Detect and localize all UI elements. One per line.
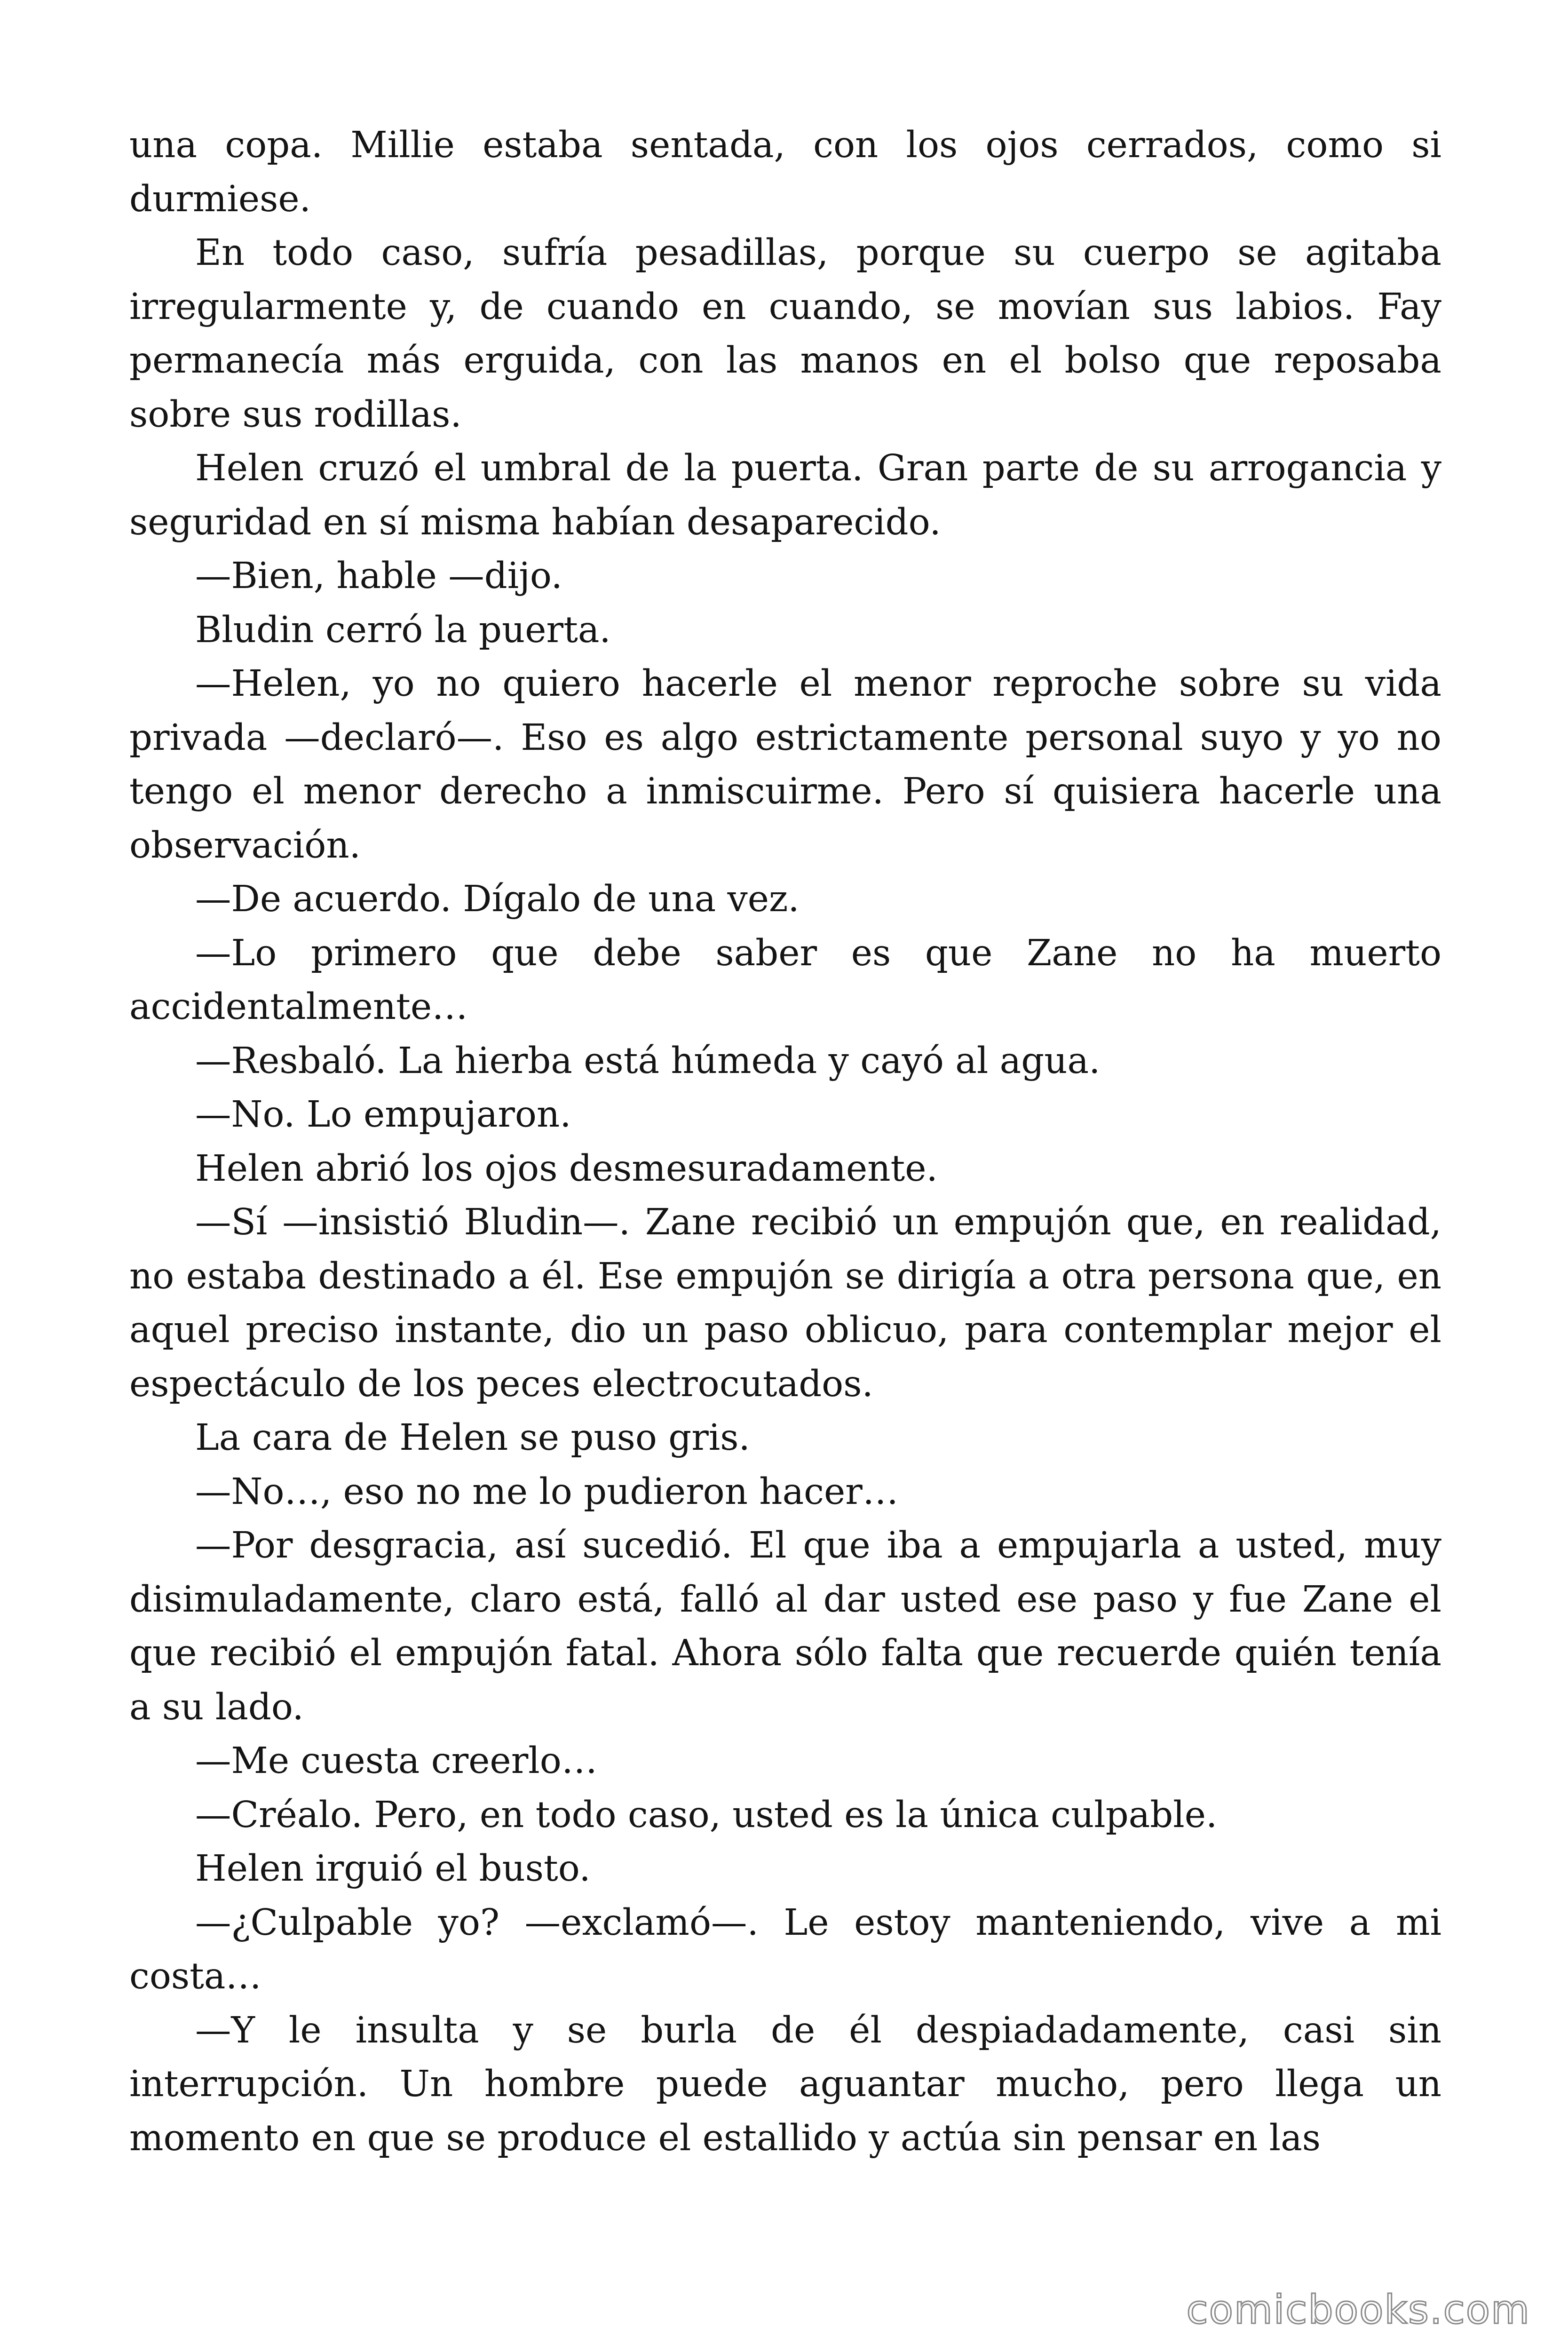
paragraph: —Resbaló. La hierba está húmeda y cayó al agua. — [195, 1040, 1101, 1082]
paragraph: —Me cuesta creerlo… — [195, 1740, 598, 1782]
paragraph: En todo caso, sufría pesadillas, porque su cuerpo se agitaba irregularmente y, de cuando en cuando, se movían sus labios. Fay permanecía más erguida, con las manos en el bolso que reposaba sobre sus rodillas. — [129, 232, 1441, 436]
paragraph: una copa. Millie estaba sentada, con los ojos cerrados, como si durmiese. — [129, 124, 1441, 220]
paragraph: —¿Culpable yo? —exclamó—. Le estoy manteniendo, vive a mi costa… — [129, 1901, 1441, 1997]
paragraph: Bludin cerró la puerta. — [195, 609, 611, 651]
paragraph: —Bien, hable —dijo. — [195, 555, 562, 597]
paragraph: Helen abrió los ojos desmesuradamente. — [195, 1147, 938, 1190]
paragraph: La cara de Helen se puso gris. — [195, 1417, 750, 1459]
paragraph: —No. Lo empujaron. — [195, 1094, 571, 1136]
paragraph: —No…, eso no me lo pudieron hacer… — [195, 1470, 899, 1513]
paragraph: —Lo primero que debe saber es que Zane no ha muerto accidentalmente… — [129, 932, 1441, 1028]
paragraph: —De acuerdo. Dígalo de una vez. — [195, 878, 800, 920]
paragraph: Helen irguió el busto. — [195, 1848, 591, 1890]
paragraph: —Helen, yo no quiero hacerle el menor reproche sobre su vida privada —declaró—. Eso es algo estrictamente personal suyo y yo no tengo el menor derecho a inmiscuirme. Pero sí quisiera hacerle una observación. — [129, 663, 1441, 866]
book-page-text — [129, 119, 1441, 2165]
paragraph: —Por desgracia, así sucedió. El que iba a empujarla a usted, muy disimuladamente, claro está, falló al dar usted ese paso y fue Zane el que recibió el empujón fatal. Ahora sólo falta que recuerde quién tenía a su lado. — [129, 1525, 1441, 1728]
paragraph: —Y le insulta y se burla de él despiadadamente, casi sin interrupción. Un hombre puede aguantar mucho, pero llega un momento en que se produce el estallido y actúa sin pensar en las — [129, 2009, 1441, 2159]
paragraph: —Sí —insistió Bludin—. Zane recibió un empujón que, en realidad, no estaba destinado a él. Ese empujón se dirigía a otra persona que, en aquel preciso instante, dio un paso oblicuo, para contemplar mejor el espectáculo de los peces electrocutados. — [129, 1201, 1441, 1405]
watermark: comicbooks.com — [1186, 2287, 1530, 2333]
paragraph: Helen cruzó el umbral de la puerta. Gran parte de su arrogancia y seguridad en sí misma habían desaparecido. — [129, 447, 1441, 543]
paragraph: —Créalo. Pero, en todo caso, usted es la única culpable. — [195, 1794, 1218, 1836]
